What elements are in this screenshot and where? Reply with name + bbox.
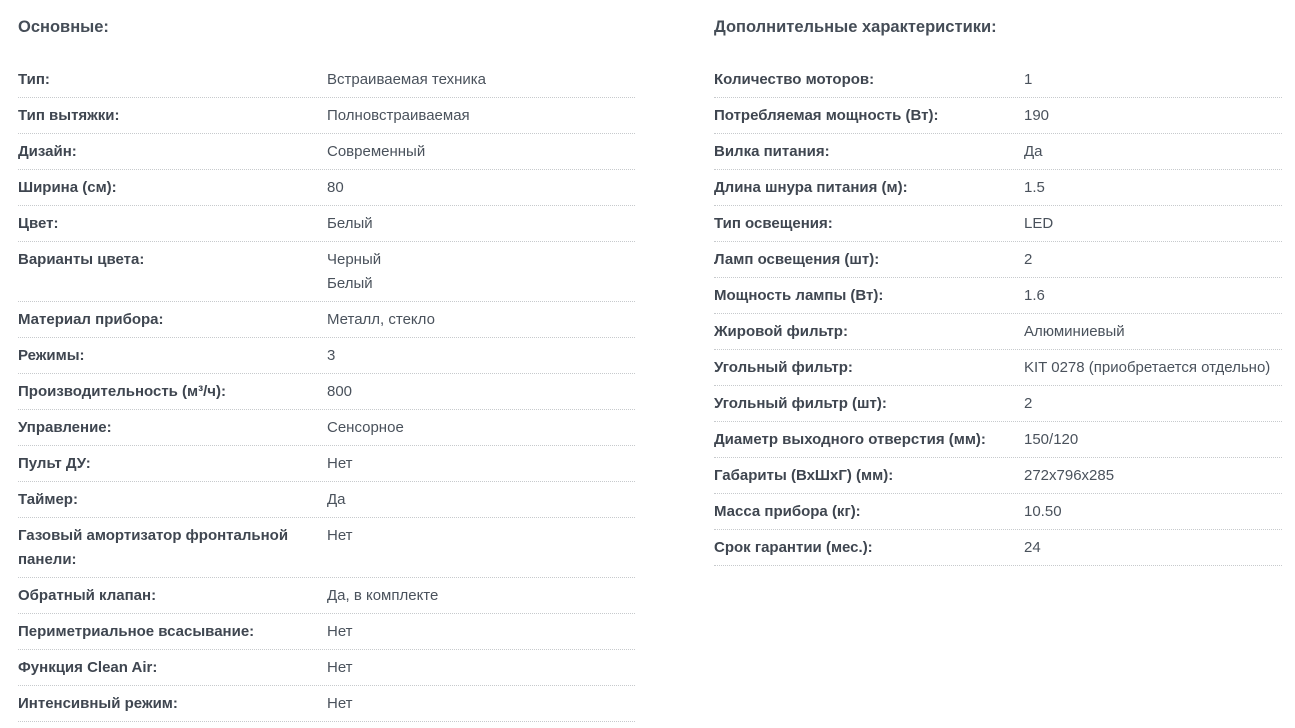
spec-value: Да — [327, 491, 346, 508]
spec-label: Управление: — [18, 419, 112, 436]
spec-row — [18, 206, 635, 242]
spec-row — [18, 410, 635, 446]
spec-label: Ламп освещения (шт): — [714, 251, 880, 268]
spec-label: Дизайн: — [18, 143, 77, 160]
spec-values — [327, 620, 353, 644]
spec-label: Угольный фильтр: — [714, 359, 853, 376]
spec-row — [714, 458, 1282, 494]
spec-label: Газовый амортизатор фронтальной панели: — [18, 527, 289, 568]
spec-label: Количество моторов: — [714, 71, 875, 88]
spec-values — [1024, 464, 1114, 488]
spec-values — [327, 488, 346, 512]
spec-values — [1024, 68, 1032, 92]
spec-value: Белый — [327, 275, 373, 292]
spec-label: Функция Clean Air: — [18, 659, 158, 676]
spec-value: Нет — [327, 527, 353, 544]
spec-values — [1024, 320, 1125, 344]
spec-row — [714, 530, 1282, 566]
spec-value: Да, в комплекте — [327, 587, 439, 604]
spec-values — [327, 68, 486, 92]
spec-value: Нет — [327, 623, 353, 640]
spec-label: Периметриальное всасывание: — [18, 623, 255, 640]
spec-value: 24 — [1024, 539, 1041, 556]
spec-label: Тип вытяжки: — [18, 107, 120, 124]
spec-label: Срок гарантии (мес.): — [714, 539, 873, 556]
spec-label: Интенсивный режим: — [18, 695, 178, 712]
spec-values — [1024, 428, 1078, 452]
spec-value: Встраиваемая техника — [327, 71, 486, 88]
spec-label: Угольный фильтр (шт): — [714, 395, 887, 412]
spec-value: 1.5 — [1024, 179, 1045, 196]
spec-row — [18, 338, 635, 374]
spec-value: Нет — [327, 455, 353, 472]
spec-row — [18, 62, 635, 98]
spec-value: 2 — [1024, 251, 1033, 268]
spec-value: Нет — [327, 659, 353, 676]
section-title-main: Основные: — [18, 18, 109, 36]
spec-values — [327, 452, 353, 476]
spec-label: Производительность (м³/ч): — [18, 383, 227, 400]
spec-label: Тип освещения: — [714, 215, 833, 232]
spec-row — [714, 278, 1282, 314]
spec-values — [1024, 284, 1045, 308]
spec-values — [1024, 248, 1032, 272]
spec-values — [327, 344, 335, 368]
main-specs-list — [18, 62, 635, 722]
spec-label: Мощность лампы (Вт): — [714, 287, 884, 304]
spec-values — [327, 176, 344, 200]
spec-values — [1024, 140, 1043, 164]
spec-values — [1024, 536, 1041, 560]
spec-row — [714, 422, 1282, 458]
spec-label: Длина шнура питания (м): — [714, 179, 908, 196]
spec-values — [327, 524, 353, 548]
spec-value: Современный — [327, 143, 426, 160]
spec-row — [714, 314, 1282, 350]
spec-row — [18, 134, 635, 170]
spec-row — [18, 446, 635, 482]
spec-value: Алюминиевый — [1024, 323, 1125, 340]
spec-values — [327, 248, 381, 296]
spec-value: Металл, стекло — [327, 311, 435, 328]
spec-row — [714, 386, 1282, 422]
spec-value: 1.6 — [1024, 287, 1045, 304]
spec-values — [1024, 212, 1053, 236]
spec-label: Варианты цвета: — [18, 251, 145, 268]
spec-row — [714, 62, 1282, 98]
spec-label: Потребляемая мощность (Вт): — [714, 107, 939, 124]
spec-values — [327, 692, 353, 716]
spec-label: Цвет: — [18, 215, 59, 232]
spec-values — [1024, 104, 1049, 128]
spec-row — [714, 170, 1282, 206]
spec-row — [714, 350, 1282, 386]
spec-row — [714, 98, 1282, 134]
spec-row — [714, 242, 1282, 278]
section-title-extra: Дополнительные характеристики: — [714, 18, 997, 36]
spec-row — [18, 98, 635, 134]
spec-row — [18, 170, 635, 206]
spec-label: Пульт ДУ: — [18, 455, 91, 472]
spec-label: Масса прибора (кг): — [714, 503, 861, 520]
spec-label: Диаметр выходного отверстия (мм): — [714, 431, 986, 448]
spec-row — [18, 578, 635, 614]
spec-values — [1024, 392, 1032, 416]
spec-value: Черный — [327, 251, 382, 268]
spec-value: Белый — [327, 215, 373, 232]
spec-row — [714, 134, 1282, 170]
spec-row — [18, 650, 635, 686]
spec-label: Тип: — [18, 71, 50, 88]
spec-values — [327, 416, 404, 440]
spec-value: Полновстраиваемая — [327, 107, 470, 124]
spec-row — [18, 686, 635, 722]
spec-label: Обратный клапан: — [18, 587, 157, 604]
spec-values — [1024, 356, 1270, 380]
spec-values — [327, 308, 435, 332]
spec-values — [327, 212, 373, 236]
spec-value: Сенсорное — [327, 419, 404, 436]
spec-values — [327, 380, 352, 404]
spec-values — [327, 140, 425, 164]
spec-value: 80 — [327, 179, 344, 196]
spec-value: 1 — [1024, 71, 1033, 88]
spec-label: Габариты (ВхШхГ) (мм): — [714, 467, 894, 484]
spec-value: 10.50 — [1024, 503, 1062, 520]
spec-row — [714, 494, 1282, 530]
spec-values — [327, 584, 438, 608]
spec-label: Жировой фильтр: — [714, 323, 848, 340]
spec-row — [18, 518, 635, 578]
spec-values — [327, 104, 470, 128]
spec-label: Таймер: — [18, 491, 78, 508]
spec-row — [18, 302, 635, 338]
extra-specs-list — [714, 62, 1282, 566]
spec-value: 2 — [1024, 395, 1033, 412]
spec-value: 800 — [327, 383, 353, 400]
spec-row — [18, 482, 635, 518]
spec-value: LED — [1024, 215, 1054, 232]
spec-value: 3 — [327, 347, 336, 364]
spec-value: 190 — [1024, 107, 1050, 124]
spec-label: Вилка питания: — [714, 143, 830, 160]
spec-values — [1024, 500, 1062, 524]
spec-values — [1024, 176, 1045, 200]
spec-row — [714, 206, 1282, 242]
spec-label: Материал прибора: — [18, 311, 164, 328]
spec-values — [327, 656, 353, 680]
spec-row — [18, 242, 635, 302]
spec-label: Режимы: — [18, 347, 85, 364]
spec-label: Ширина (см): — [18, 179, 117, 196]
spec-value: 272x796x285 — [1024, 467, 1115, 484]
spec-value: KIT 0278 (приобретается отдельно) — [1024, 359, 1271, 376]
spec-value: Да — [1024, 143, 1043, 160]
spec-row — [18, 374, 635, 410]
spec-value: 150/120 — [1024, 431, 1079, 448]
spec-row — [18, 614, 635, 650]
spec-value: Нет — [327, 695, 353, 712]
